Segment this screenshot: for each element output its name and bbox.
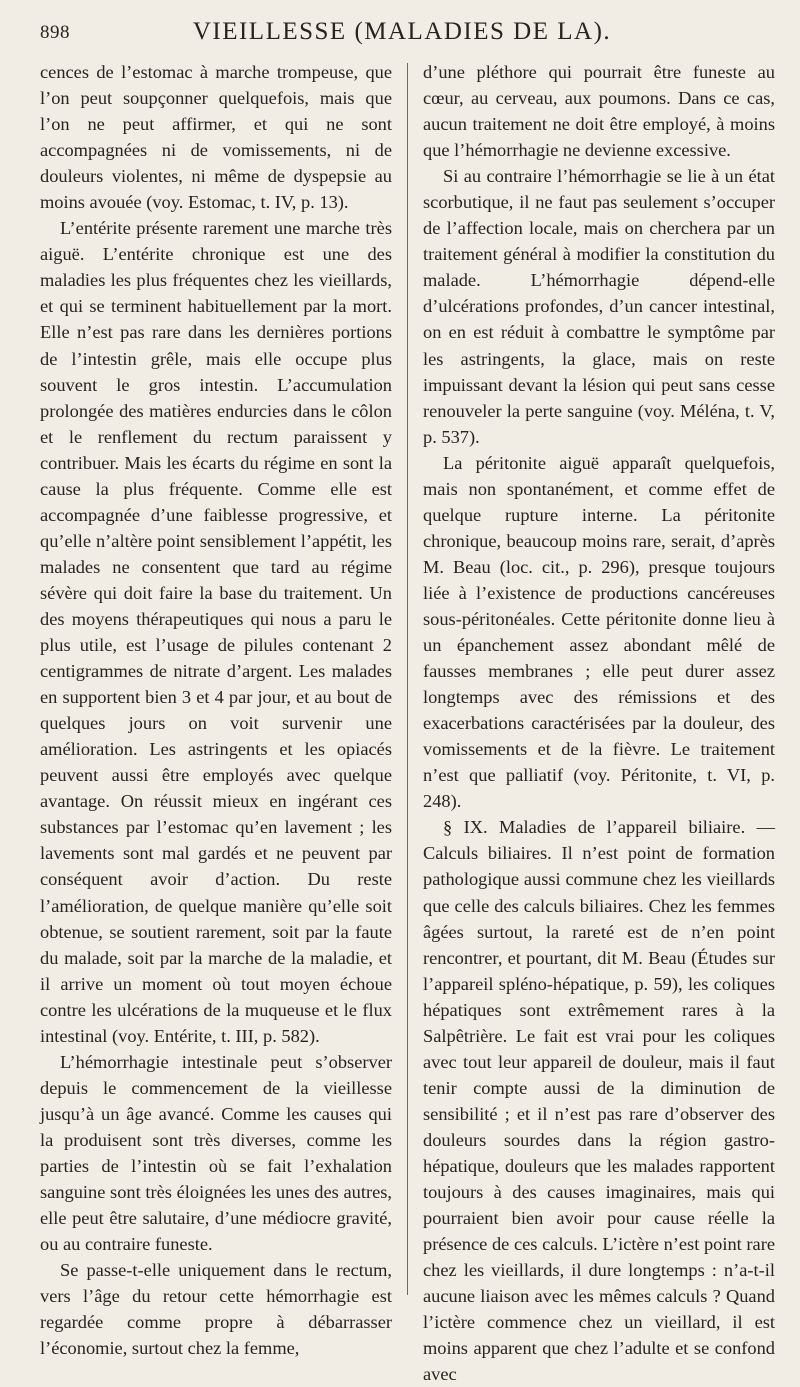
paragraph: § IX. Maladies de l’appareil biliaire. — Calculs biliaires. Il n’est point de formation pathologique aussi commune chez les vieillards que celle des calculs biliaires. Chez les femmes âgées surtout, la rareté est de n’en point rencontrer, et pourtant, dit M. Beau (Études sur l’appareil spléno-hépatique, p. 59), les coliques hépatiques sont extrêmement rares à la Salpêtrière. Le fait est vrai pour les coliques avec tout leur appareil de douleur, mais il faut tenir compte aussi de la diminution de sensibilité ; et il n’est pas rare d’observer des douleurs sourdes dans la région gastro-hépatique, douleurs que les malades rapportent toujours à des causes imaginaires, mais qui pourraient bien avoir pour cause réelle la présence de ces calculs. L’ictère n’est point rare chez les vieillards, il dure longtemps : n’a-t-il aucune liaison avec les mêmes calculs ? Quand l’ictère commence chez un vieillard, il est moins apparent que chez l’adulte et se confond avec (423, 817, 775, 1385)
paragraph: Si au contraire l’hémorrhagie se lie à un état scorbutique, il ne faut pas seulement s’occuper de l’affection locale, mais on cherchera par un traitement général à modifier la constitution du malade. L’hémorrhagie dépend-elle d’ulcérations profondes, d’un cancer intestinal, on en est réduit à combattre le symptôme par les astringents, la glace, mais on reste impuissant devant la lésion qui peut sans cesse renouveler la perte sanguine (voy. Méléna, t. V, p. 537). (423, 166, 775, 447)
paragraph: Se passe-t-elle uniquement dans le rectum, vers l’âge du retour cette hémorrhagie est regardée comme propre à débarrasser l’économie, surtout chez la femme, (40, 1260, 392, 1359)
paragraph: d’une pléthore qui pourrait être funeste au cœur, au cerveau, aux poumons. Dans ce cas, aucun traitement ne doit être employé, à moins que l’hémorrhagie ne devienne excessive. (423, 62, 775, 161)
paragraph: L’entérite présente rarement une marche très aiguë. L’entérite chronique est une des maladies les plus fréquentes chez les vieillards, et qui se terminent habituellement par la mort. Elle n’est pas rare dans les dernières portions de l’intestin grêle, mais elle occupe plus souvent le gros intestin. L’accumulation prolongée des matières endurcies dans le côlon et le renflement du rectum paraissent y contribuer. Mais les écarts du régime en sont la cause la plus fréquente. Comme elle est accompagnée d’une faiblesse progressive, et qu’elle n’altère point sensiblement l’appétit, les malades ne consentent que tard au régime sévère qui doit faire la base du traitement. Un des moyens thérapeutiques qui nous a paru le plus utile, est l’usage de pilules contenant 2 centigrammes de nitrate d’argent. Les malades en supportent bien 3 et 4 par jour, et au bout de quelques jours on voit survenir une amélioration. Les astringents et les opiacés peuvent aussi être employés avec quelque avantage. On réussit mieux en ingérant ces substances par l’estomac qu’en lavement ; les lavements sont mal gardés et ne peuvent par conséquent avoir d’action. Du reste l’amélioration, de quelque manière qu’elle soit obtenue, se soutient rarement, soit par la faute du malade, soit par la marche de la maladie, et il arrive un moment où tout moyen échoue contre les ulcérations de la muqueuse et le flux intestinal (voy. Entérite, t. III, p. 582). (40, 218, 392, 1046)
paragraph: cences de l’estomac à marche trompeuse, que l’on peut soupçonner quelquefois, mais que l’on ne peut affirmer, et qui ne sont accompagnées ni de vomissements, ni de douleurs violentes, ni même de dyspepsie au moins avouée (voy. Estomac, t. IV, p. 13). (40, 62, 392, 213)
text-columns (40, 59, 775, 1385)
paragraph: La péritonite aiguë apparaît quelquefois, mais non spontanément, et comme effet de quelque rupture interne. La péritonite chronique, beaucoup moins rare, serait, d’après M. Beau (loc. cit., p. 296), presque toujours liée à l’existence de productions cancéreuses sous-péritonéales. Cette péritonite donne lieu à un épanchement assez abondant mêlé de fausses membranes ; elle peut durer assez longtemps avec des rémissions et des exacerbations caractérisées par la douleur, des vomissements et de la fièvre. Le traitement n’est que palliatif (voy. Péritonite, t. VI, p. 248). (423, 452, 775, 812)
page-number: 898 (40, 22, 70, 43)
left-column (40, 59, 392, 1359)
right-column (423, 59, 775, 1385)
page-header (40, 14, 764, 48)
column-divider (407, 63, 408, 1295)
paragraph: L’hémorrhagie intestinale peut s’observer depuis le commencement de la vieillesse jusqu’à un âge avancé. Comme les causes qui la produisent sont très diverses, comme les parties de l’intestin où se fait l’exhalation sanguine sont très éloignées les unes des autres, elle peut être salutaire, d’une médiocre gravité, ou au contraire funeste. (40, 1051, 392, 1255)
running-title: VIEILLESSE (MALADIES DE LA). (192, 18, 612, 45)
